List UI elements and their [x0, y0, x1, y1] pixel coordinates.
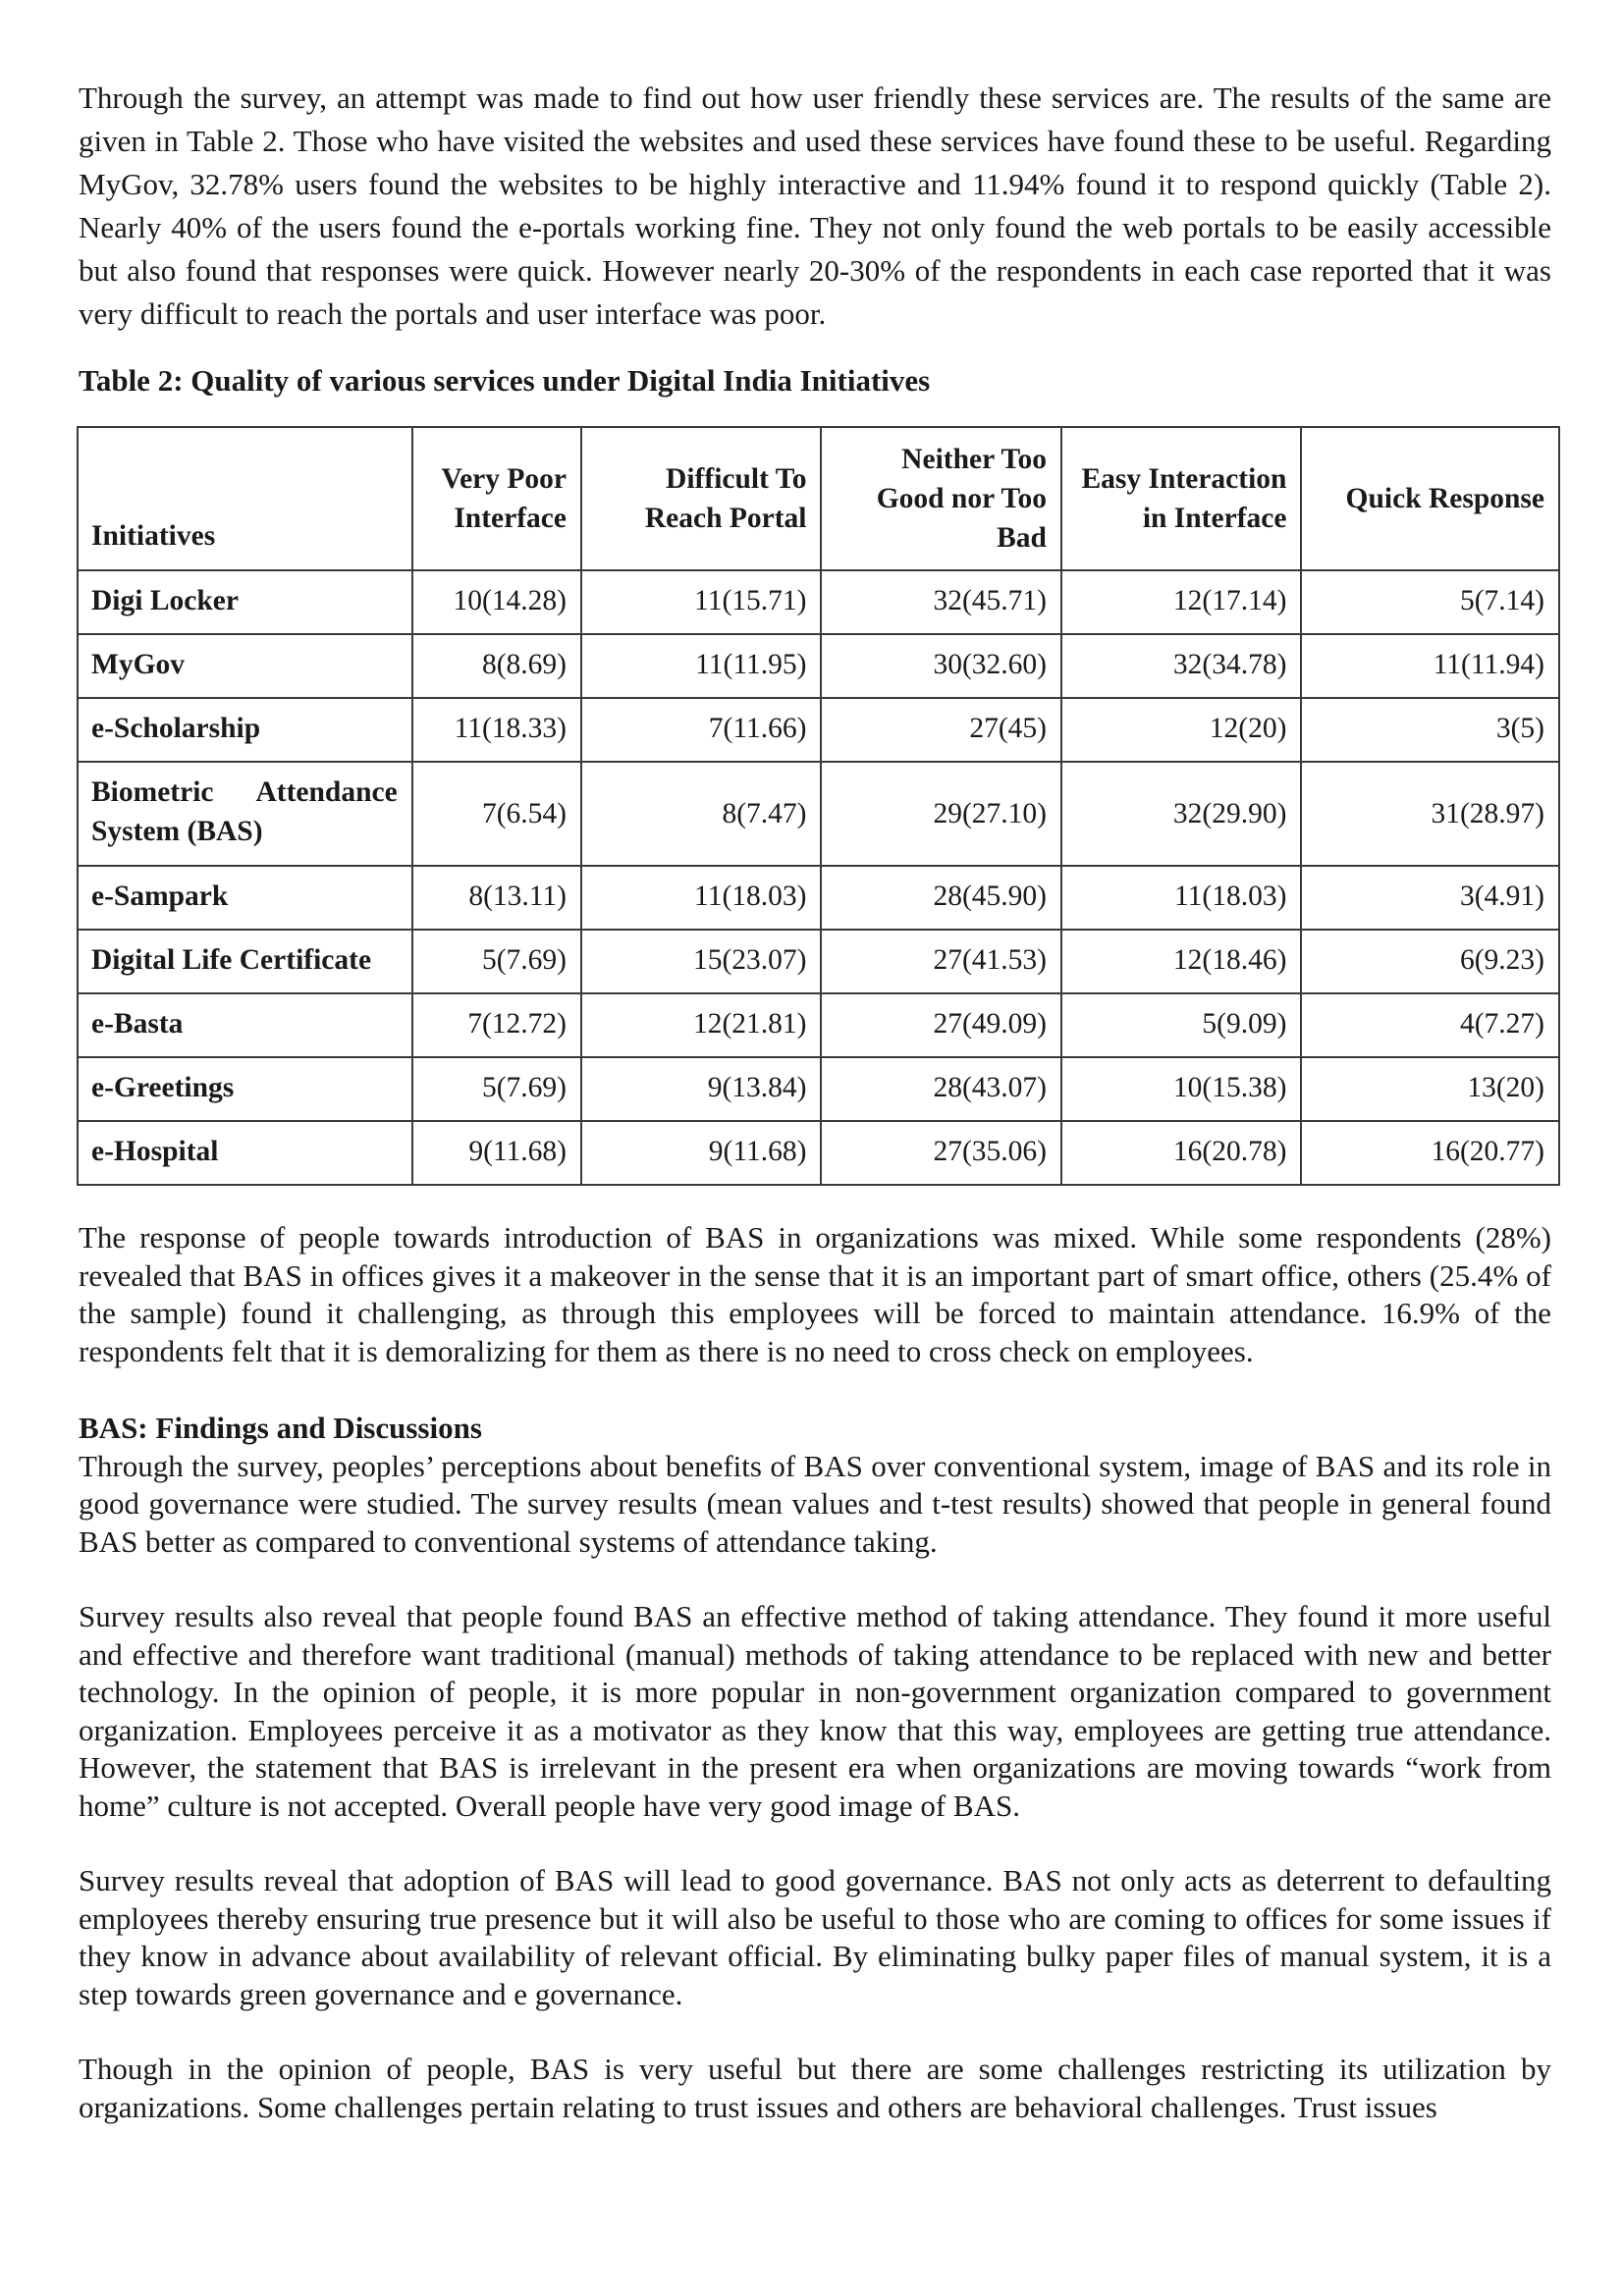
- value-cell: 15(23.07): [581, 930, 821, 993]
- column-header-easy-interaction: Easy Interaction in Interface: [1061, 427, 1301, 570]
- table-header-row: [78, 427, 1559, 570]
- value-cell: 29(27.10): [821, 762, 1060, 866]
- value-cell: 3(4.91): [1301, 866, 1559, 930]
- value-cell: 12(17.14): [1061, 570, 1301, 634]
- findings-paragraph-4: Though in the opinion of people, BAS is very useful but there are some challenges restricting its utilization by organizations. Some challenges pertain relating to trust issues and others are behavioral challenges. Trust issues: [79, 2052, 1551, 2124]
- value-cell: 11(18.03): [1061, 866, 1301, 930]
- value-cell: 7(6.54): [412, 762, 581, 866]
- value-cell: 3(5): [1301, 698, 1559, 762]
- value-cell: 27(45): [821, 698, 1060, 762]
- value-cell: 5(9.09): [1061, 993, 1301, 1057]
- value-cell: 32(34.78): [1061, 634, 1301, 698]
- table-row: [78, 570, 1559, 634]
- bas-response-paragraph: The response of people towards introduction of BAS in organizations was mixed. While some respondents (28%) revealed that BAS in offices gives it a makeover in the sense that it is an important part of smart office, others (25.4% of the sample) found it challenging, as through this employees will be forced to maintain attendance. 16.9% of the respondents felt that it is demoralizing for them as there is no need to cross check on employees.: [79, 1220, 1551, 1368]
- initiative-name-cell: e-Hospital: [78, 1121, 412, 1185]
- value-cell: 32(29.90): [1061, 762, 1301, 866]
- value-cell: 10(14.28): [412, 570, 581, 634]
- table-row: [78, 698, 1559, 762]
- initiative-name-cell: Digi Locker: [78, 570, 412, 634]
- initiative-name-cell: e-Basta: [78, 993, 412, 1057]
- value-cell: 27(49.09): [821, 993, 1060, 1057]
- value-cell: 9(11.68): [581, 1121, 821, 1185]
- value-cell: 11(18.33): [412, 698, 581, 762]
- initiative-name-cell: e-Sampark: [78, 866, 412, 930]
- value-cell: 16(20.78): [1061, 1121, 1301, 1185]
- table-row: [78, 1057, 1559, 1121]
- value-cell: 12(18.46): [1061, 930, 1301, 993]
- value-cell: 27(35.06): [821, 1121, 1060, 1185]
- initiative-name-cell: Digital Life Certificate: [78, 930, 412, 993]
- table-row: [78, 866, 1559, 930]
- initiative-name-cell: e-Greetings: [78, 1057, 412, 1121]
- table-row: [78, 762, 1559, 866]
- table-body: [78, 570, 1559, 1185]
- column-header-quick-response: Quick Response: [1301, 427, 1559, 570]
- initiative-name-cell: MyGov: [78, 634, 412, 698]
- value-cell: 10(15.38): [1061, 1057, 1301, 1121]
- value-cell: 11(11.95): [581, 634, 821, 698]
- table-row: [78, 993, 1559, 1057]
- value-cell: 32(45.71): [821, 570, 1060, 634]
- value-cell: 12(21.81): [581, 993, 821, 1057]
- initiative-name-cell: Biometric Attendance System (BAS): [78, 762, 412, 866]
- value-cell: 30(32.60): [821, 634, 1060, 698]
- value-cell: 5(7.69): [412, 1057, 581, 1121]
- table-caption: Table 2: Quality of various services under Digital India Initiatives: [79, 363, 931, 398]
- column-header-very-poor-interface: Very Poor Interface: [412, 427, 581, 570]
- value-cell: 27(41.53): [821, 930, 1060, 993]
- value-cell: 5(7.69): [412, 930, 581, 993]
- value-cell: 8(7.47): [581, 762, 821, 866]
- value-cell: 11(15.71): [581, 570, 821, 634]
- findings-paragraph-3: Survey results reveal that adoption of BAS will lead to good governance. BAS not only acts as deterrent to defaulting employees thereby ensuring true presence but it will also be useful to those who are coming to offices for some issues if they know in advance about availability of relevant official. By eliminating bulky paper files of manual system, it is a step towards green governance and e governance.: [79, 1863, 1551, 2011]
- quality-of-services-table: [77, 426, 1560, 1186]
- value-cell: 4(7.27): [1301, 993, 1559, 1057]
- value-cell: 13(20): [1301, 1057, 1559, 1121]
- value-cell: 8(8.69): [412, 634, 581, 698]
- value-cell: 12(20): [1061, 698, 1301, 762]
- column-header-initiatives: Initiatives: [78, 427, 412, 570]
- document-page: [79, 77, 1551, 2126]
- value-cell: 11(11.94): [1301, 634, 1559, 698]
- column-header-neither-good-nor-bad: Neither Too Good nor Too Bad: [821, 427, 1060, 570]
- value-cell: 7(12.72): [412, 993, 581, 1057]
- table-row: [78, 930, 1559, 993]
- findings-paragraph-2: Survey results also reveal that people found BAS an effective method of taking attendance. They found it more useful and effective and therefore want traditional (manual) methods of taking attendance to be replaced with new and better technology. In the opinion of people, it is more popular in non-government organization compared to government organization. Employees perceive it as a motivator as they know that this way, employees are getting true attendance. However, the statement that BAS is irrelevant in the present era when organizations are moving towards “work from home” culture is not accepted. Overall people have very good image of BAS.: [79, 1599, 1551, 1823]
- value-cell: 5(7.14): [1301, 570, 1559, 634]
- value-cell: 28(45.90): [821, 866, 1060, 930]
- value-cell: 11(18.03): [581, 866, 821, 930]
- value-cell: 7(11.66): [581, 698, 821, 762]
- value-cell: 6(9.23): [1301, 930, 1559, 993]
- value-cell: 8(13.11): [412, 866, 581, 930]
- value-cell: 9(11.68): [412, 1121, 581, 1185]
- value-cell: 31(28.97): [1301, 762, 1559, 866]
- paragraph-spacer: [79, 2013, 1551, 2051]
- table-row: [78, 1121, 1559, 1185]
- initiative-name-cell: e-Scholarship: [78, 698, 412, 762]
- findings-paragraph-1: Through the survey, peoples’ perceptions about benefits of BAS over conventional system, image of BAS and its role in good governance were studied. The survey results (mean values and t-test results) showed that people in general found BAS better as compared to conventional systems of attendance taking.: [79, 1448, 1551, 1559]
- paragraph-spacer: [79, 1825, 1551, 1862]
- column-header-difficult-to-reach-portal: Difficult To Reach Portal: [581, 427, 821, 570]
- paragraph-spacer: [79, 1561, 1551, 1598]
- section-heading: BAS: Findings and Discussions: [79, 1411, 482, 1445]
- intro-paragraph: Through the survey, an attempt was made to find out how user friendly these services are. The results of the same are given in Table 2. Those who have visited the websites and used these services have found these to be useful. Regarding MyGov, 32.78% users found the websites to be highly interactive and 11.94% found it to respond quickly (Table 2). Nearly 40% of the users found the e-portals working fine. They not only found the web portals to be easily accessible but also found that responses were quick. However nearly 20-30% of the respondents in each case reported that it was very difficult to reach the portals and user interface was poor.: [79, 80, 1551, 331]
- value-cell: 28(43.07): [821, 1057, 1060, 1121]
- value-cell: 9(13.84): [581, 1057, 821, 1121]
- table-row: [78, 634, 1559, 698]
- value-cell: 16(20.77): [1301, 1121, 1559, 1185]
